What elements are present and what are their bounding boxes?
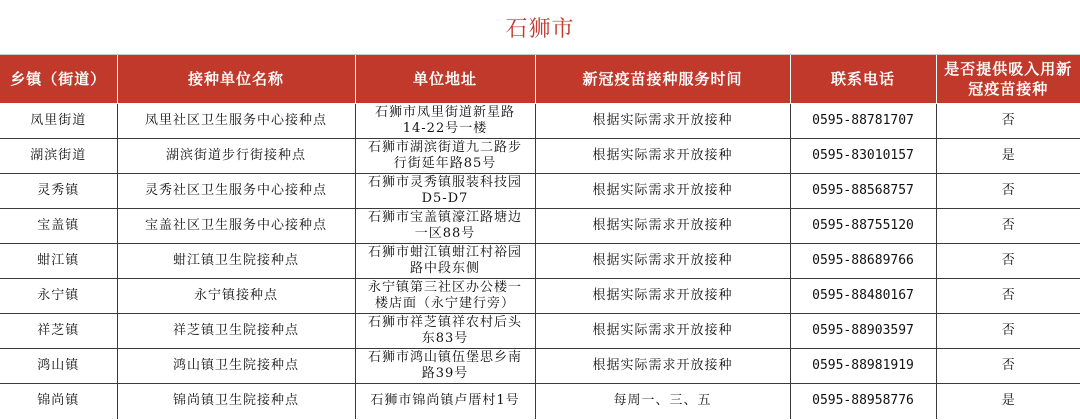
table-row xyxy=(0,139,1080,174)
phone-cell: 0595-88689766 xyxy=(790,244,936,279)
phone-cell: 0595-88568757 xyxy=(790,174,936,209)
site-name-cell: 蚶江镇卫生院接种点 xyxy=(117,244,355,279)
town-cell: 锦尚镇 xyxy=(0,384,117,419)
site-name-cell: 鸿山镇卫生院接种点 xyxy=(117,349,355,384)
table-row xyxy=(0,349,1080,384)
table-body xyxy=(0,104,1080,419)
address-cell: 石狮市鸿山镇伍堡思乡南路39号 xyxy=(355,349,535,384)
inhaled-vaccine-cell: 否 xyxy=(936,209,1080,244)
inhaled-vaccine-cell: 是 xyxy=(936,384,1080,419)
phone-cell: 0595-88903597 xyxy=(790,314,936,349)
table-row xyxy=(0,314,1080,349)
site-name-cell: 湖滨街道步行街接种点 xyxy=(117,139,355,174)
phone-cell: 0595-88981919 xyxy=(790,349,936,384)
phone-cell: 0595-88781707 xyxy=(790,104,936,139)
service-time-cell: 根据实际需求开放接种 xyxy=(535,209,790,244)
inhaled-vaccine-cell: 否 xyxy=(936,174,1080,209)
town-cell: 灵秀镇 xyxy=(0,174,117,209)
service-time-cell: 根据实际需求开放接种 xyxy=(535,349,790,384)
table-row xyxy=(0,174,1080,209)
address-cell: 石狮市锦尚镇卢厝村1号 xyxy=(355,384,535,419)
header-address: 单位地址 xyxy=(355,55,535,104)
header-town: 乡镇（街道） xyxy=(0,55,117,104)
table-row xyxy=(0,209,1080,244)
town-cell: 祥芝镇 xyxy=(0,314,117,349)
inhaled-vaccine-cell: 否 xyxy=(936,104,1080,139)
town-cell: 凤里街道 xyxy=(0,104,117,139)
phone-cell: 0595-88755120 xyxy=(790,209,936,244)
town-cell: 宝盖镇 xyxy=(0,209,117,244)
header-site-name: 接种单位名称 xyxy=(117,55,355,104)
address-cell: 石狮市灵秀镇服装科技园D5-D7 xyxy=(355,174,535,209)
service-time-cell: 根据实际需求开放接种 xyxy=(535,139,790,174)
service-time-cell: 根据实际需求开放接种 xyxy=(535,244,790,279)
title-bar xyxy=(0,0,1080,55)
site-name-cell: 宝盖社区卫生服务中心接种点 xyxy=(117,209,355,244)
header-inhaled-vaccine: 是否提供吸入用新冠疫苗接种 xyxy=(936,55,1080,104)
table-row xyxy=(0,244,1080,279)
site-name-cell: 锦尚镇卫生院接种点 xyxy=(117,384,355,419)
address-cell: 石狮市湖滨街道九二路步行街延年路85号 xyxy=(355,139,535,174)
table-header xyxy=(0,55,1080,104)
service-time-cell: 每周一、三、五 xyxy=(535,384,790,419)
inhaled-vaccine-cell: 否 xyxy=(936,349,1080,384)
header-service-time: 新冠疫苗接种服务时间 xyxy=(535,55,790,104)
header-phone: 联系电话 xyxy=(790,55,936,104)
address-cell: 石狮市祥芝镇祥农村后头东83号 xyxy=(355,314,535,349)
address-cell: 永宁镇第三社区办公楼一楼店面（永宁建行旁） xyxy=(355,279,535,314)
header-row xyxy=(0,55,1080,104)
service-time-cell: 根据实际需求开放接种 xyxy=(535,174,790,209)
inhaled-vaccine-cell: 是 xyxy=(936,139,1080,174)
service-time-cell: 根据实际需求开放接种 xyxy=(535,314,790,349)
table-row xyxy=(0,279,1080,314)
town-cell: 湖滨街道 xyxy=(0,139,117,174)
service-time-cell: 根据实际需求开放接种 xyxy=(535,104,790,139)
table-row xyxy=(0,384,1080,419)
site-name-cell: 永宁镇接种点 xyxy=(117,279,355,314)
phone-cell: 0595-88480167 xyxy=(790,279,936,314)
town-cell: 蚶江镇 xyxy=(0,244,117,279)
phone-cell: 0595-83010157 xyxy=(790,139,936,174)
site-name-cell: 灵秀社区卫生服务中心接种点 xyxy=(117,174,355,209)
phone-cell: 0595-88958776 xyxy=(790,384,936,419)
table-row xyxy=(0,104,1080,139)
vaccination-site-table xyxy=(0,55,1080,419)
inhaled-vaccine-cell: 否 xyxy=(936,314,1080,349)
inhaled-vaccine-cell: 否 xyxy=(936,244,1080,279)
address-cell: 石狮市凤里街道新星路14-22号一楼 xyxy=(355,104,535,139)
inhaled-vaccine-cell: 否 xyxy=(936,279,1080,314)
service-time-cell: 根据实际需求开放接种 xyxy=(535,279,790,314)
address-cell: 石狮市宝盖镇濠江路塘边一区88号 xyxy=(355,209,535,244)
site-name-cell: 凤里社区卫生服务中心接种点 xyxy=(117,104,355,139)
town-cell: 鸿山镇 xyxy=(0,349,117,384)
page-title: 石狮市 xyxy=(505,16,575,42)
town-cell: 永宁镇 xyxy=(0,279,117,314)
site-name-cell: 祥芝镇卫生院接种点 xyxy=(117,314,355,349)
address-cell: 石狮市蚶江镇蚶江村裕园路中段东侧 xyxy=(355,244,535,279)
